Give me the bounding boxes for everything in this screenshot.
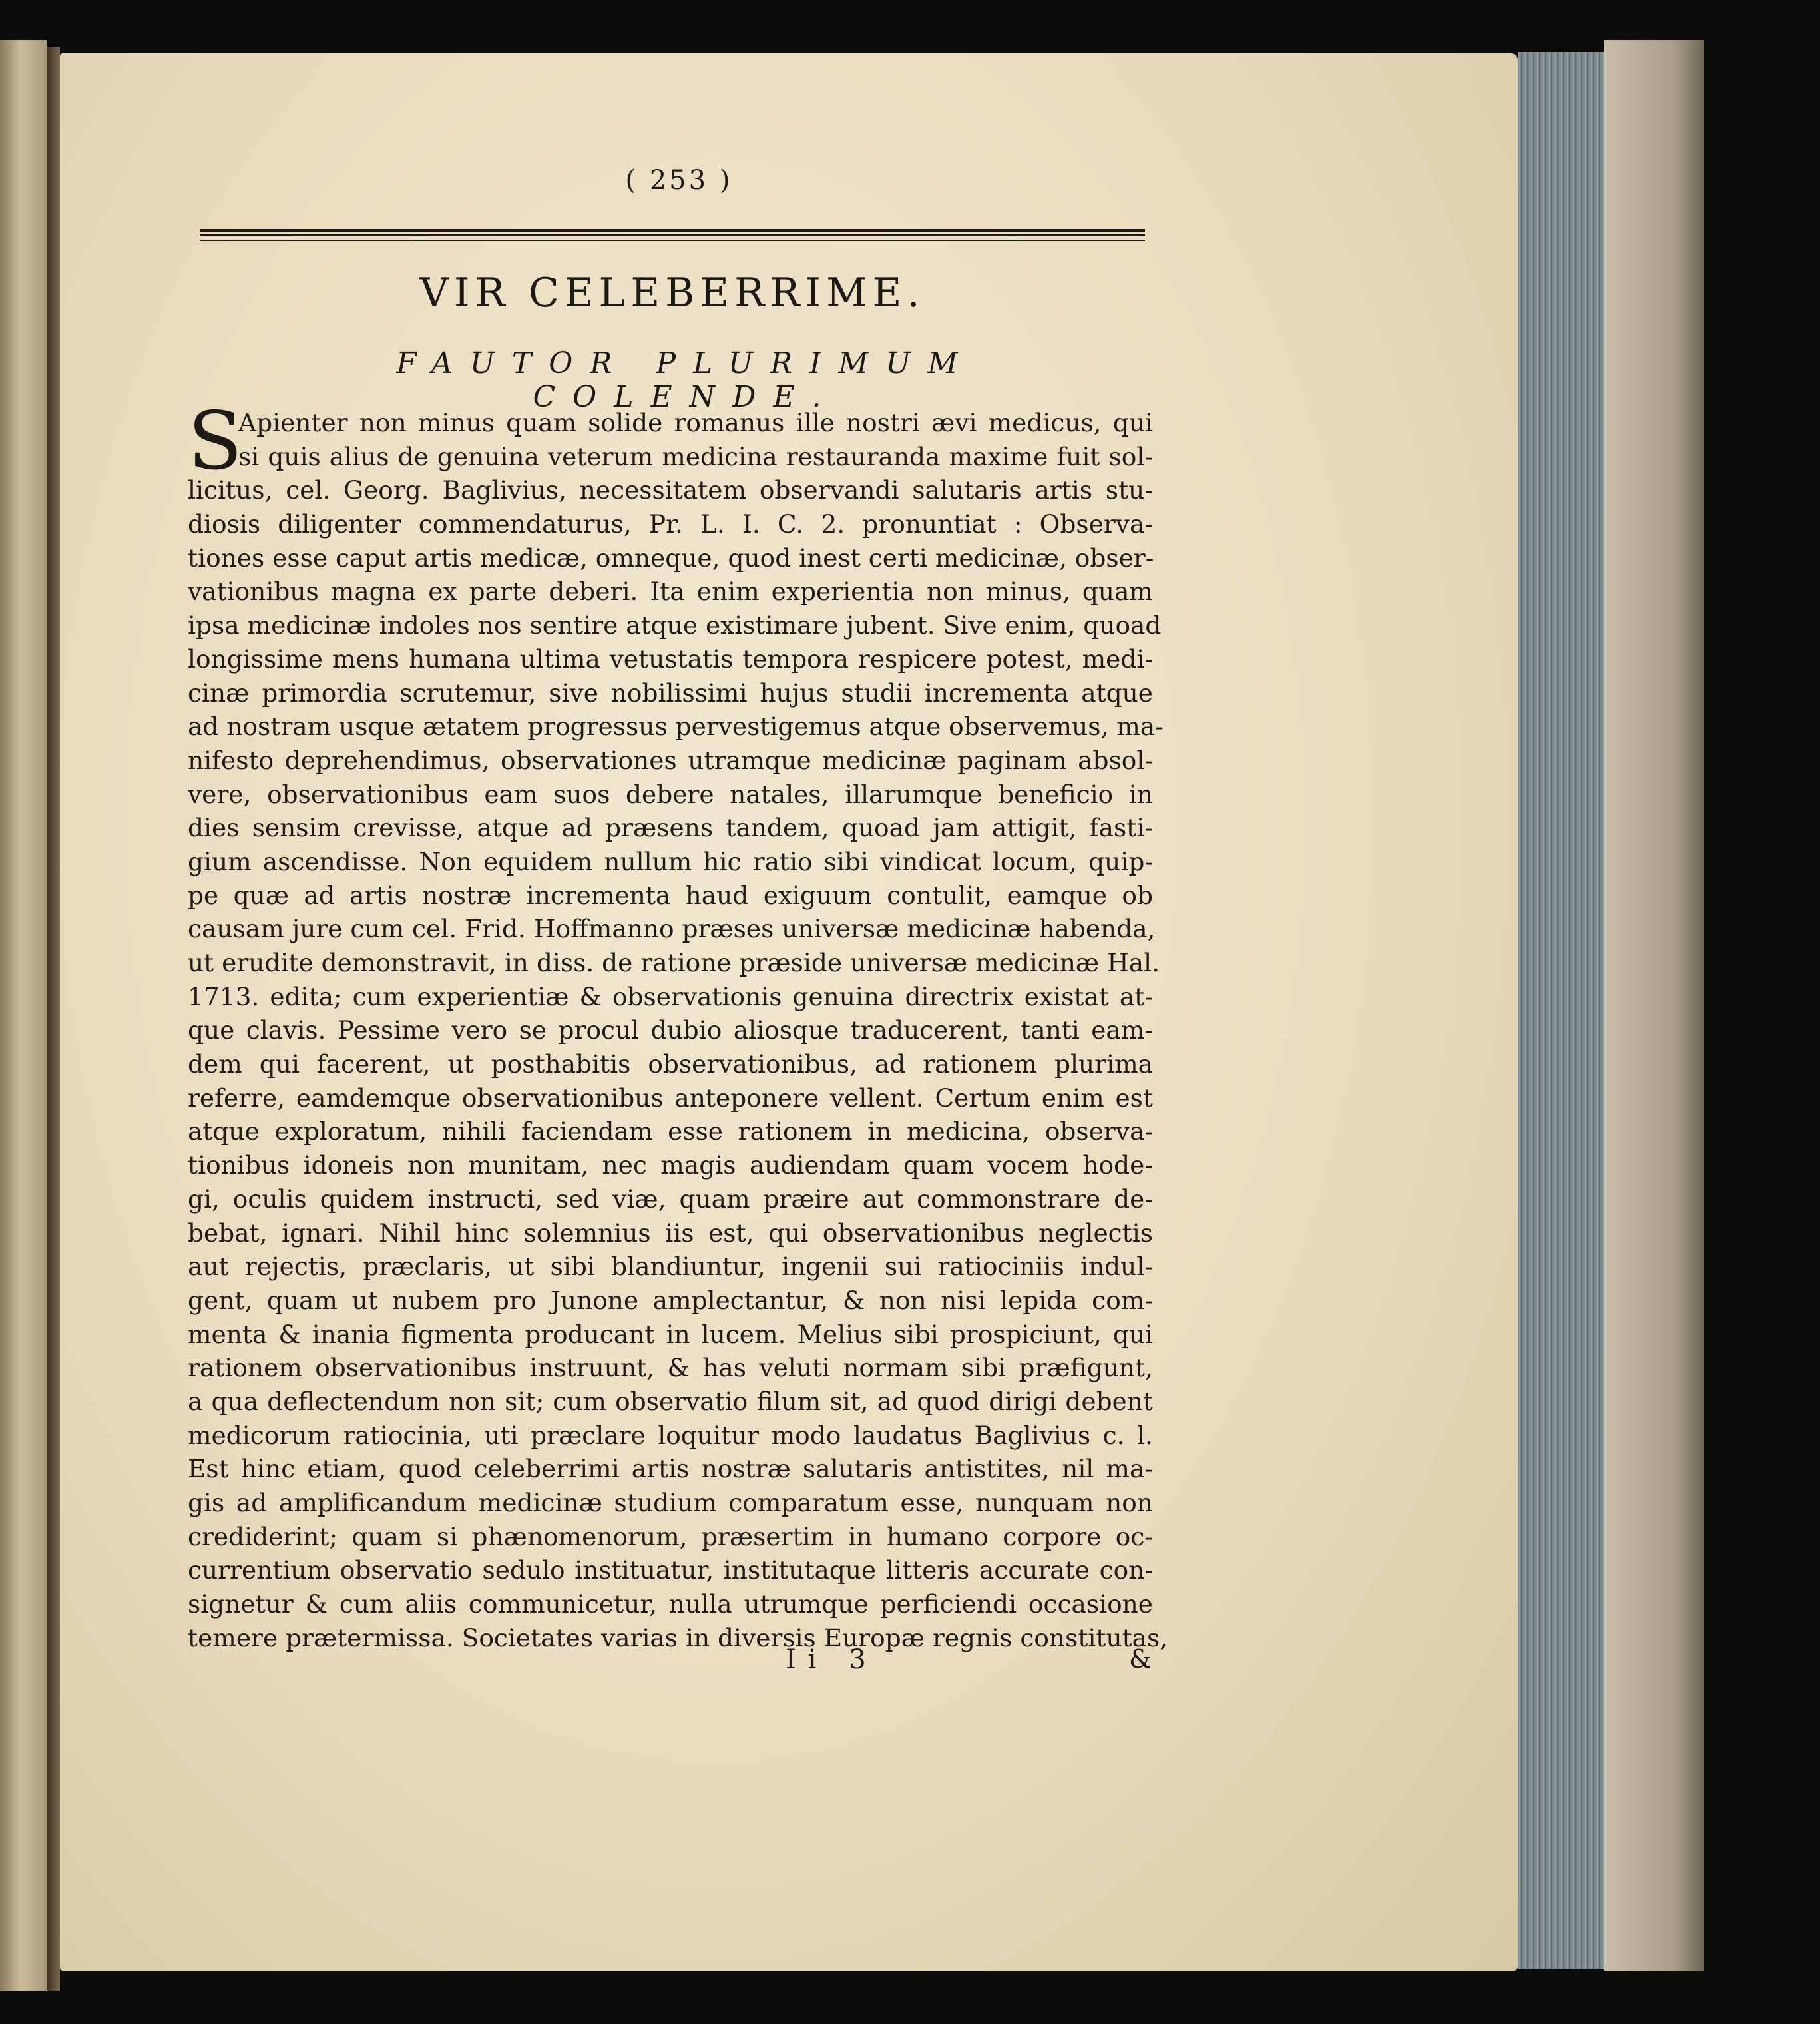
page-fore-edge bbox=[1518, 52, 1604, 1969]
text-line: cinæ primordia scrutemur, sive nobilissimi hujus studii incrementa atque bbox=[188, 678, 1153, 708]
page-title: VIR CELEBERRIME. bbox=[419, 270, 925, 316]
drop-cap: S bbox=[188, 395, 243, 488]
catchword: & bbox=[1129, 1644, 1152, 1674]
book-cover-board bbox=[1604, 40, 1704, 1971]
text-line: gium ascendisse. Non equidem nullum hic ratio sibi vindicat locum, quip- bbox=[188, 846, 1153, 876]
text-line: ut erudite demonstravit, in diss. de ratione præside universæ medicinæ Hal. bbox=[188, 948, 1160, 977]
text-line: gi, oculis quidem instructi, sed viæ, quam præire aut commonstrare de- bbox=[188, 1184, 1153, 1214]
text-line: signetur & cum aliis communicetur, nulla utrumque perficiendi occasione bbox=[188, 1589, 1153, 1619]
text-line: gis ad amplificandum medicinæ studium comparatum esse, nunquam non bbox=[188, 1488, 1153, 1517]
page-subtitle: FAUTOR PLURIMUM COLENDE. bbox=[396, 346, 975, 414]
text-line: medicorum ratiocinia, uti præclare loquitur modo laudatus Baglivius c. l. bbox=[188, 1420, 1153, 1450]
text-line: referre, eamdemque observationibus anteponere vellent. Certum enim est bbox=[188, 1083, 1153, 1113]
text-line: aut rejectis, præclaris, ut sibi blandiuntur, ingenii sui ratiociniis indul- bbox=[188, 1252, 1153, 1282]
text-line: menta & inania figmenta producant in lucem. Melius sibi prospiciunt, qui bbox=[188, 1319, 1153, 1349]
body-text bbox=[188, 406, 1168, 1654]
book-gutter bbox=[47, 47, 60, 1991]
text-line: vationibus magna ex parte deberi. Ita enim experientia non minus, quam bbox=[188, 577, 1153, 607]
text-line: licitus, cel. Georg. Baglivius, necessitatem observandi salutaris artis stu- bbox=[188, 475, 1153, 505]
text-line: dem qui facerent, ut posthabitis observationibus, ad rationem plurima bbox=[188, 1049, 1153, 1079]
text-line: causam jure cum cel. Frid. Hoffmanno præses universæ medicinæ habenda, bbox=[188, 914, 1156, 944]
facing-page-edge bbox=[0, 40, 47, 1991]
text-line: longissime mens humana ultima vetustatis tempora respicere potest, medi- bbox=[188, 644, 1153, 674]
text-line: bebat, ignari. Nihil hinc solemnius iis est, qui observationibus neglectis bbox=[188, 1218, 1153, 1248]
text-line: vere, observationibus eam suos debere natales, illarumque beneficio in bbox=[188, 779, 1153, 809]
head-rule bbox=[200, 234, 1145, 236]
text-line: Est hinc etiam, quod celeberrimi artis nostræ salutaris antistites, nil ma- bbox=[188, 1454, 1153, 1484]
text-line: diosis diligenter commendaturus, Pr. L. I. C. 2. pronuntiat : Observa- bbox=[188, 509, 1153, 539]
text-line: ad nostram usque ætatem progressus pervestigemus atque observemus, ma- bbox=[188, 712, 1164, 742]
text-line: tionibus idoneis non munitam, nec magis audiendam quam vocem hode- bbox=[188, 1150, 1153, 1180]
page-number-head: ( 253 ) bbox=[625, 165, 733, 196]
text-line: currentium observatio sedulo instituatur, institutaque litteris accurate con- bbox=[188, 1555, 1153, 1585]
text-line: si quis alius de genuina veterum medicina restauranda maxime fuit sol- bbox=[238, 441, 1153, 471]
text-line: dies sensim crevisse, atque ad præsens tandem, quoad jam attigit, fasti- bbox=[188, 813, 1153, 843]
text-line: tiones esse caput artis medicæ, omneque, quod inest certi medicinæ, obser- bbox=[188, 543, 1154, 573]
text-line: pe quæ ad artis nostræ incrementa haud exiguum contulit, eamque ob bbox=[188, 880, 1153, 910]
text-line: que clavis. Pessime vero se procul dubio aliosque traducerent, tanti eam- bbox=[188, 1015, 1153, 1045]
text-line: gent, quam ut nubem pro Junone amplectantur, & non nisi lepida com- bbox=[188, 1285, 1153, 1315]
text-line: nifesto deprehendimus, observationes utramque medicinæ paginam absol- bbox=[188, 745, 1153, 775]
text-line: Apienter non minus quam solide romanus ille nostri ævi medicus, qui bbox=[238, 408, 1153, 437]
text-line: rationem observationibus instruunt, & has veluti normam sibi præfigunt, bbox=[188, 1353, 1153, 1383]
text-line: atque exploratum, nihili faciendam esse rationem in medicina, observa- bbox=[188, 1117, 1153, 1146]
text-line: 1713. edita; cum experientiæ & observationis genuina directrix existat at- bbox=[188, 981, 1153, 1011]
signature-mark: Ii 3 bbox=[786, 1644, 878, 1675]
text-line: temere prætermissa. Societates varias in diversis Europæ regnis constitutas, bbox=[188, 1623, 1168, 1652]
text-line: crediderint; quam si phænomenorum, præsertim in humano corpore oc- bbox=[188, 1521, 1153, 1551]
head-rule bbox=[200, 229, 1145, 232]
text-line: ipsa medicinæ indoles nos sentire atque existimare jubent. Sive enim, quoad bbox=[188, 611, 1162, 640]
text-line: a qua deflectendum non sit; cum observatio filum sit, ad quod dirigi debent bbox=[188, 1386, 1153, 1416]
head-rule bbox=[200, 240, 1145, 241]
